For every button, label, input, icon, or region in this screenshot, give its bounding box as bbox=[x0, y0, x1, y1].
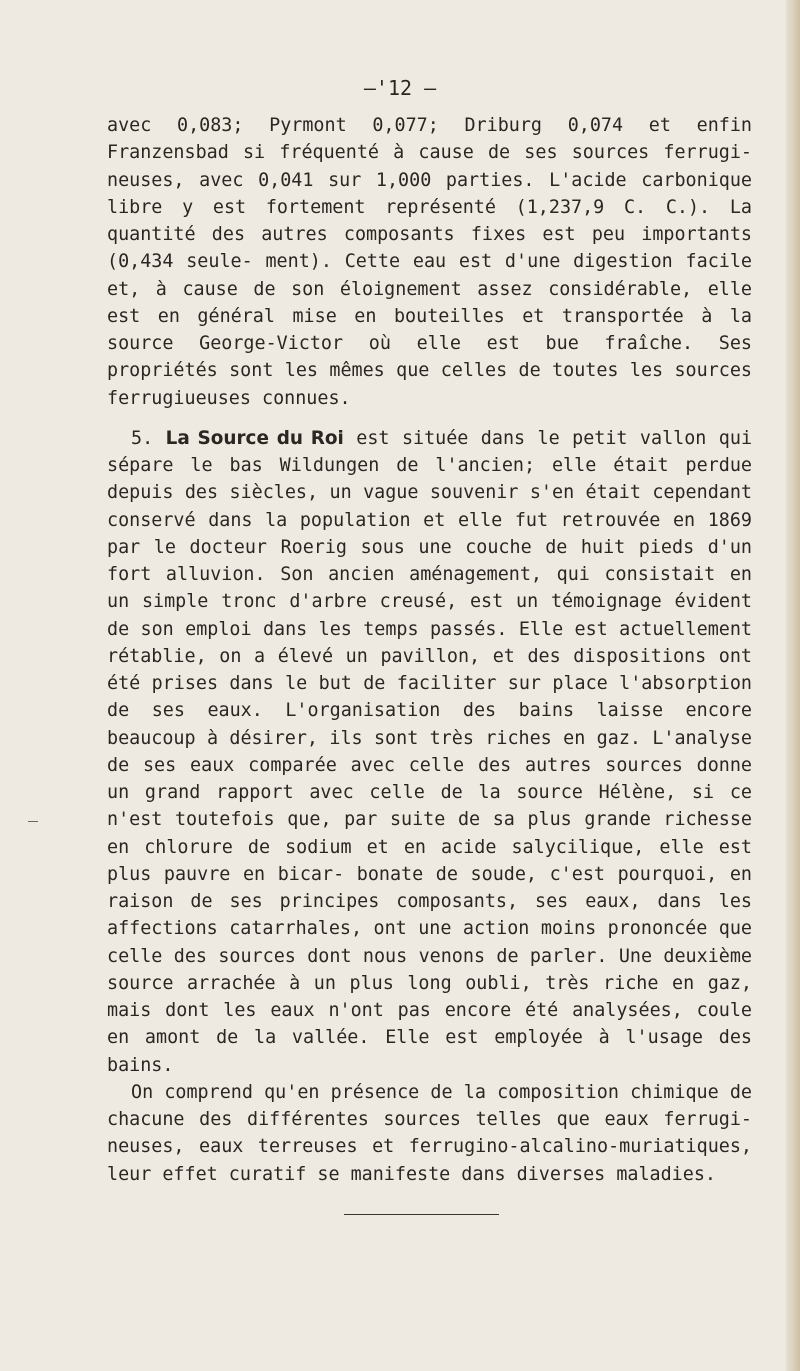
section-number: 5. bbox=[131, 427, 154, 449]
body-text bbox=[107, 112, 752, 1188]
margin-mark bbox=[28, 821, 38, 822]
end-rule bbox=[344, 1214, 499, 1215]
paragraph-2 bbox=[107, 425, 752, 1079]
section-text: est située dans le petit vallon qui sépare le bas Wildungen de l'ancien; elle était perdue depuis des siècles, un vague souvenir s'en était cependant conservé dans la population et elle fut retrouvée en 1869 par le docteur Roerig sous une couche de huit pieds d'un fort alluvion. Son ancien aménagement, qui consistait en un simple tronc d'arbre creusé, est un témoignage évident de son emploi dans les temps passés. Elle est actuellement rétablie, on a élevé un pavillon, et des dispositions ont été prises dans le but de faciliter sur place l'absorption de ses eaux. L'organisation des bains laisse encore beaucoup à désirer, ils sont très riches en gaz. L'analyse de ses eaux comparée avec celle des autres sources donne un grand rapport avec celle de la source Hélène, si ce n'est toutefois que, par suite de sa plus grande richesse en chlorure de sodium et en acide salycilique, elle est plus pauvre en bicar- bonate de soude, c'est pourquoi, en raison de ses principes composants, ses eaux, dans les affections catarrhales, ont une action moins prononcée que celle des sources dont nous venons de parler. Une deuxième source arrachée à un plus long oubli, très riche en gaz, mais dont les eaux n'ont pas encore été analysées, coule en amont de la vallée. Elle est employée à l'usage des bains. bbox=[107, 427, 753, 1076]
section-heading: La Source du Roi bbox=[165, 427, 344, 449]
page-number: —'12 — bbox=[363, 76, 437, 100]
page-edge bbox=[786, 0, 800, 1371]
paragraph-1: avec 0,083; Pyrmont 0,077; Driburg 0,074 et enfin Franzensbad si fréquenté à cause de ses sources ferrugi- neuses, avec 0,041 sur 1,000 parties. L'acide carbonique libre y est fortement représenté (1,237,9 C. C.). La quantité des autres composants fixes est peu importants (0,434 seule- ment). Cette eau est d'une digestion facile et, à cause de son éloignement assez considérable, elle est en général mise en bouteilles et transportée à la source George-Victor où elle est bue fraîche. Ses propriétés sont les mêmes que celles de toutes les sources ferrugiueuses connues. bbox=[107, 115, 752, 409]
paragraph-3: On comprend qu'en présence de la composition chimique de chacune des différentes sources telles que eaux ferrugi- neuses, eaux terreuses et ferrugino-alcalino-muriatiques, leur effet curatif se manifeste dans diverses maladies. bbox=[107, 1081, 752, 1185]
